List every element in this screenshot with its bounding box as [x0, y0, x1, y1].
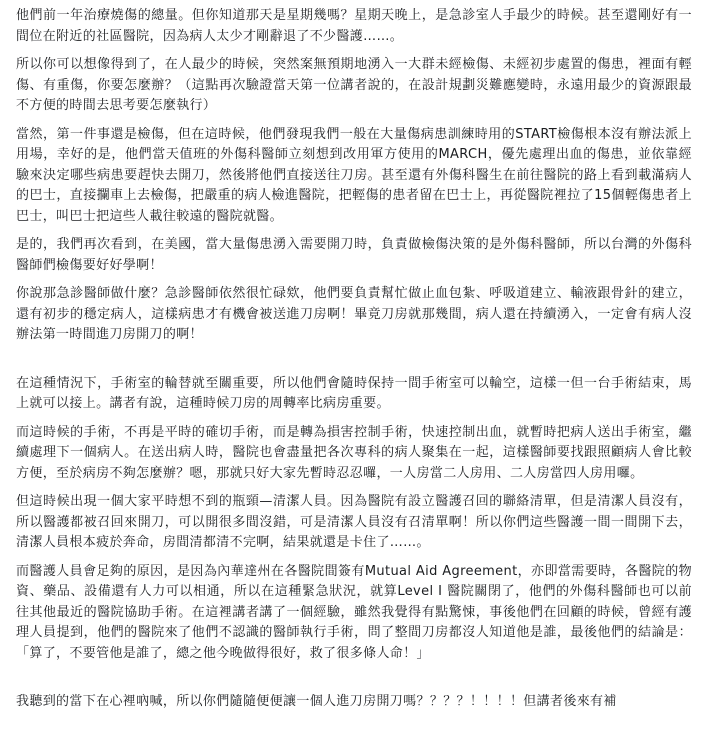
paragraph-operating-room-rotation: 在這種情況下，手術室的輪替就至關重要，所以他們會隨時保持一間手術室可以輪空，這樣一但一台手術結束，馬上就可以接上。講者有說，這種時候刀房的周轉率比病房重要。: [16, 375, 692, 411]
paragraph-burn-total: 他們前一年治療燒傷的總量。但你知道那天是星期幾嗎？星期天晚上，是急診室人手最少的時候。甚至還剛好有一間位在附近的社區醫院，因為病人太少才剛辭退了不少醫護……。: [16, 8, 692, 44]
paragraph-minimum-staff: 所以你可以想像得到了，在人最少的時候，突然案無預期地湧入一大群未經檢傷、未經初步處置的傷患，裡面有輕傷、有重傷，你要怎麼辦？（這點再次驗證當天第一位講者說的，在設計規劃災難應變時，永遠用最少的資源跟最不方便的時間去思考要怎麼執行）: [16, 57, 692, 113]
post-body: [16, 6, 692, 721]
paragraph-triage: 當然，第一件事還是檢傷，但在這時候，他們發現我們一般在大量傷病患訓練時用的START檢傷根本沒有辦法派上用場，幸好的是，他們當天值班的外傷科醫師立刻想到改用軍方使用的MARCH，優先處理出血的傷患，並依靠經驗來決定哪些病患要趕快去開刀，然後將他們直接送往刀房。甚至還有外傷科醫生在前往醫院的路上看到載滿病人的巴士，直接攔車上去檢傷，把嚴重的病人檢進醫院，把輕傷的患者留在巴士上，再從醫院裡拉了15個輕傷患者上巴士，叫巴士把這些人載往較遠的醫院就醫。: [16, 126, 692, 224]
paragraph-gap: [16, 354, 692, 374]
paragraph-reaction: 我聽到的當下在心裡吶喊，所以你們隨隨便便讓一個人進刀房開刀嗎？？？？！！！！但講者後來有補: [16, 694, 617, 709]
paragraph-gap: [16, 672, 692, 692]
paragraph-trauma-surgeons: 是的，我們再次看到，在美國，當大量傷患湧入需要開刀時，負責做檢傷決策的是外傷科醫師，所以台灣的外傷科醫師們檢傷要好好學啊！: [16, 237, 692, 273]
paragraph-cleaning-staff: 但這時候出現一個大家平時想不到的瓶頸—清潔人員。因為醫院有設立醫護召回的聯絡清單，但是清潔人員沒有，所以醫護都被召回來開刀，可以開很多間沒錯，可是清潔人員沒有召清單啊！所以你們這些醫護一間一間開下去，清潔人員根本疲於奔命，房間清都清不完啊，結果就還是卡住了……。: [16, 494, 692, 550]
paragraph-emergency-physicians: 你說那急診醫師做什麼？急診醫師依然很忙碌欸，他們要負責幫忙做止血包紮、呼吸道建立、輸液跟骨針的建立，還有初步的穩定病人，這樣病患才有機會被送進刀房啊！畢竟刀房就那幾間，病人還在持續湧入，一定會有病人沒辦法第一時間進刀房開刀的啊！: [16, 286, 692, 342]
paragraph-mutual-aid: 而醫護人員會足夠的原因，是因為內華達州在各醫院間簽有Mutual Aid Agreement，亦即當需要時，各醫院的物資、藥品、設備還有人力可以相通，所以在這種緊急狀況，就算Level I 醫院關閉了，他們的外傷科醫師也可以前往其他最近的醫院協助手術。在這裡講者講了一個經驗，雖然我覺得有點驚悚，事後他們在回顧的時候，曾經有護理人員提到，他們的醫院來了他們不認識的醫師執行手術，問了整間刀房都沒人知道他是誰，最後他們的結論是：「算了，不要管他是誰了，總之他今晚做得很好，救了很多條人命！」: [16, 563, 692, 661]
paragraph-damage-control: 而這時候的手術，不再是平時的確切手術，而是轉為損害控制手術，快速控制出血，就暫時把病人送出手術室，繼續處理下一個病人。在送出病人時，醫院也會盡量把各次專科的病人聚集在一起，這樣醫師要找跟照顧病人會比較方便，至於病房不夠怎麼辦？嗯，那就只好大家先暫時忍忍囉，一人房當二人房用、二人房當四人房用囉。: [16, 424, 692, 481]
